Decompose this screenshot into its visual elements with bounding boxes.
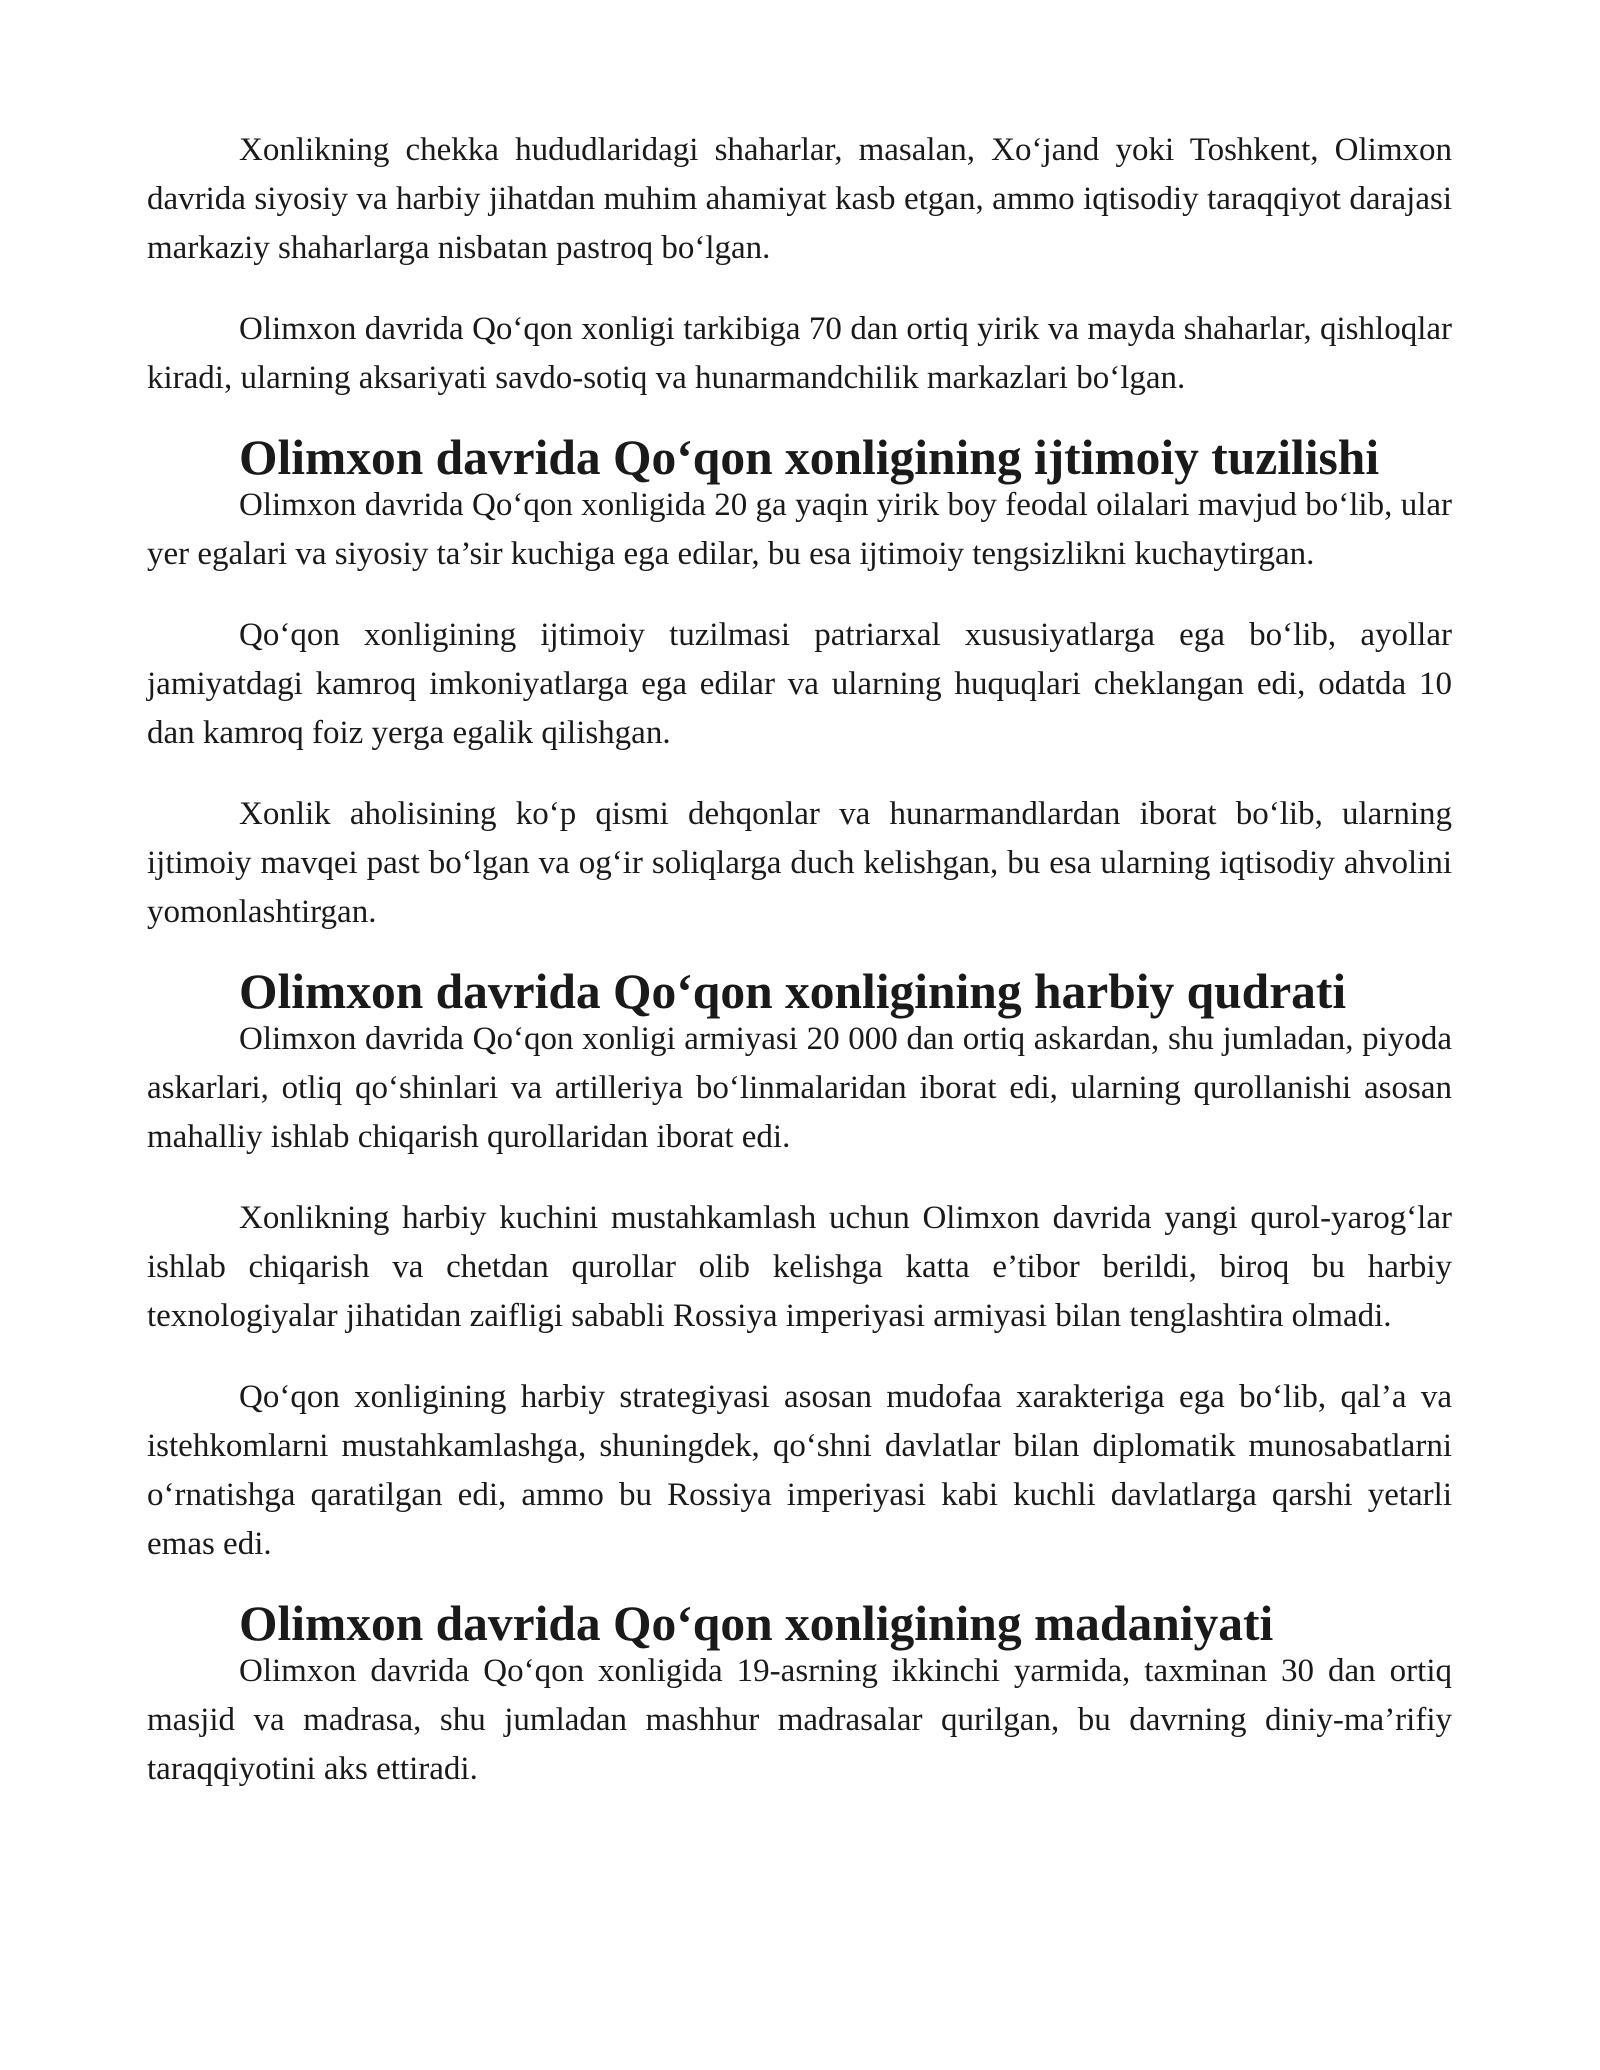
- document-page: [147, 126, 1452, 1826]
- paragraph: Xonlikning harbiy kuchini mustahkamlash uchun Olimxon davrida yangi qurol-yarog‘lar ishlab chiqarish va chetdan qurollar olib kelishga katta e’tibor berildi, biroq bu harbiy texnologiyalar jihatidan zaifligi sababli Rossiya imperiyasi armiyasi bilan tenglashtira olmadi.: [147, 1200, 1452, 1334]
- section-heading: Olimxon davrida Qo‘qon xonligining madaniyati: [239, 1596, 1274, 1651]
- section-heading: Olimxon davrida Qo‘qon xonligining ijtimoiy tuzilishi: [239, 430, 1380, 485]
- paragraph: Xonlikning chekka hududlaridagi shaharlar, masalan, Xo‘jand yoki Toshkent, Olimxon davrida siyosiy va harbiy jihatdan muhim ahamiyat kasb etgan, ammo iqtisodiy taraqqiyot darajasi markaziy shaharlarga nisbatan pastroq bo‘lgan.: [147, 132, 1452, 266]
- section-military-power: [147, 964, 1452, 1569]
- paragraph: Qo‘qon xonligining ijtimoiy tuzilmasi patriarxal xususiyatlarga ega bo‘lib, ayollar jamiyatdagi kamroq imkoniyatlarga ega edilar va ularning huquqlari cheklangan edi, odatda 10 dan kamroq foiz yerga egalik qilishgan.: [147, 617, 1452, 751]
- paragraph: Qo‘qon xonligining harbiy strategiyasi asosan mudofaa xarakteriga ega bo‘lib, qal’a va istehkomlarni mustahkamlashga, shuningdek, qo‘shni davlatlar bilan diplomatik munosabatlarni o‘rnatishga qaratilgan edi, ammo bu Rossiya imperiyasi kabi kuchli davlatlarga qarshi yetarli emas edi.: [147, 1379, 1452, 1562]
- intro-block: [147, 126, 1452, 403]
- paragraph: Olimxon davrida Qo‘qon xonligida 20 ga yaqin yirik boy feodal oilalari mavjud bo‘lib, ular yer egalari va siyosiy ta’sir kuchiga ega edilar, bu esa ijtimoiy tengsizlikni kuchaytirgan.: [147, 487, 1452, 572]
- section-culture: [147, 1596, 1452, 1794]
- paragraph: Olimxon davrida Qo‘qon xonligida 19-asrning ikkinchi yarmida, taxminan 30 dan ortiq masjid va madrasa, shu jumladan mashhur madrasalar qurilgan, bu davrning diniy-ma’rifiy taraqqiyotini aks ettiradi.: [147, 1653, 1452, 1787]
- section-heading: Olimxon davrida Qo‘qon xonligining harbiy qudrati: [239, 964, 1347, 1019]
- paragraph: Olimxon davrida Qo‘qon xonligi tarkibiga 70 dan ortiq yirik va mayda shaharlar, qishloqlar kiradi, ularning aksariyati savdo-sotiq va hunarmandchilik markazlari bo‘lgan.: [147, 311, 1452, 396]
- section-social-structure: [147, 430, 1452, 937]
- paragraph: Olimxon davrida Qo‘qon xonligi armiyasi 20 000 dan ortiq askardan, shu jumladan, piyoda askarlari, otliq qo‘shinlari va artilleriya bo‘linmalaridan iborat edi, ularning qurollanishi asosan mahalliy ishlab chiqarish qurollaridan iborat edi.: [147, 1021, 1452, 1155]
- paragraph: Xonlik aholisining ko‘p qismi dehqonlar va hunarmandlardan iborat bo‘lib, ularning ijtimoiy mavqei past bo‘lgan va og‘ir soliqlarga duch kelishgan, bu esa ularning iqtisodiy ahvolini yomonlashtirgan.: [147, 796, 1452, 930]
